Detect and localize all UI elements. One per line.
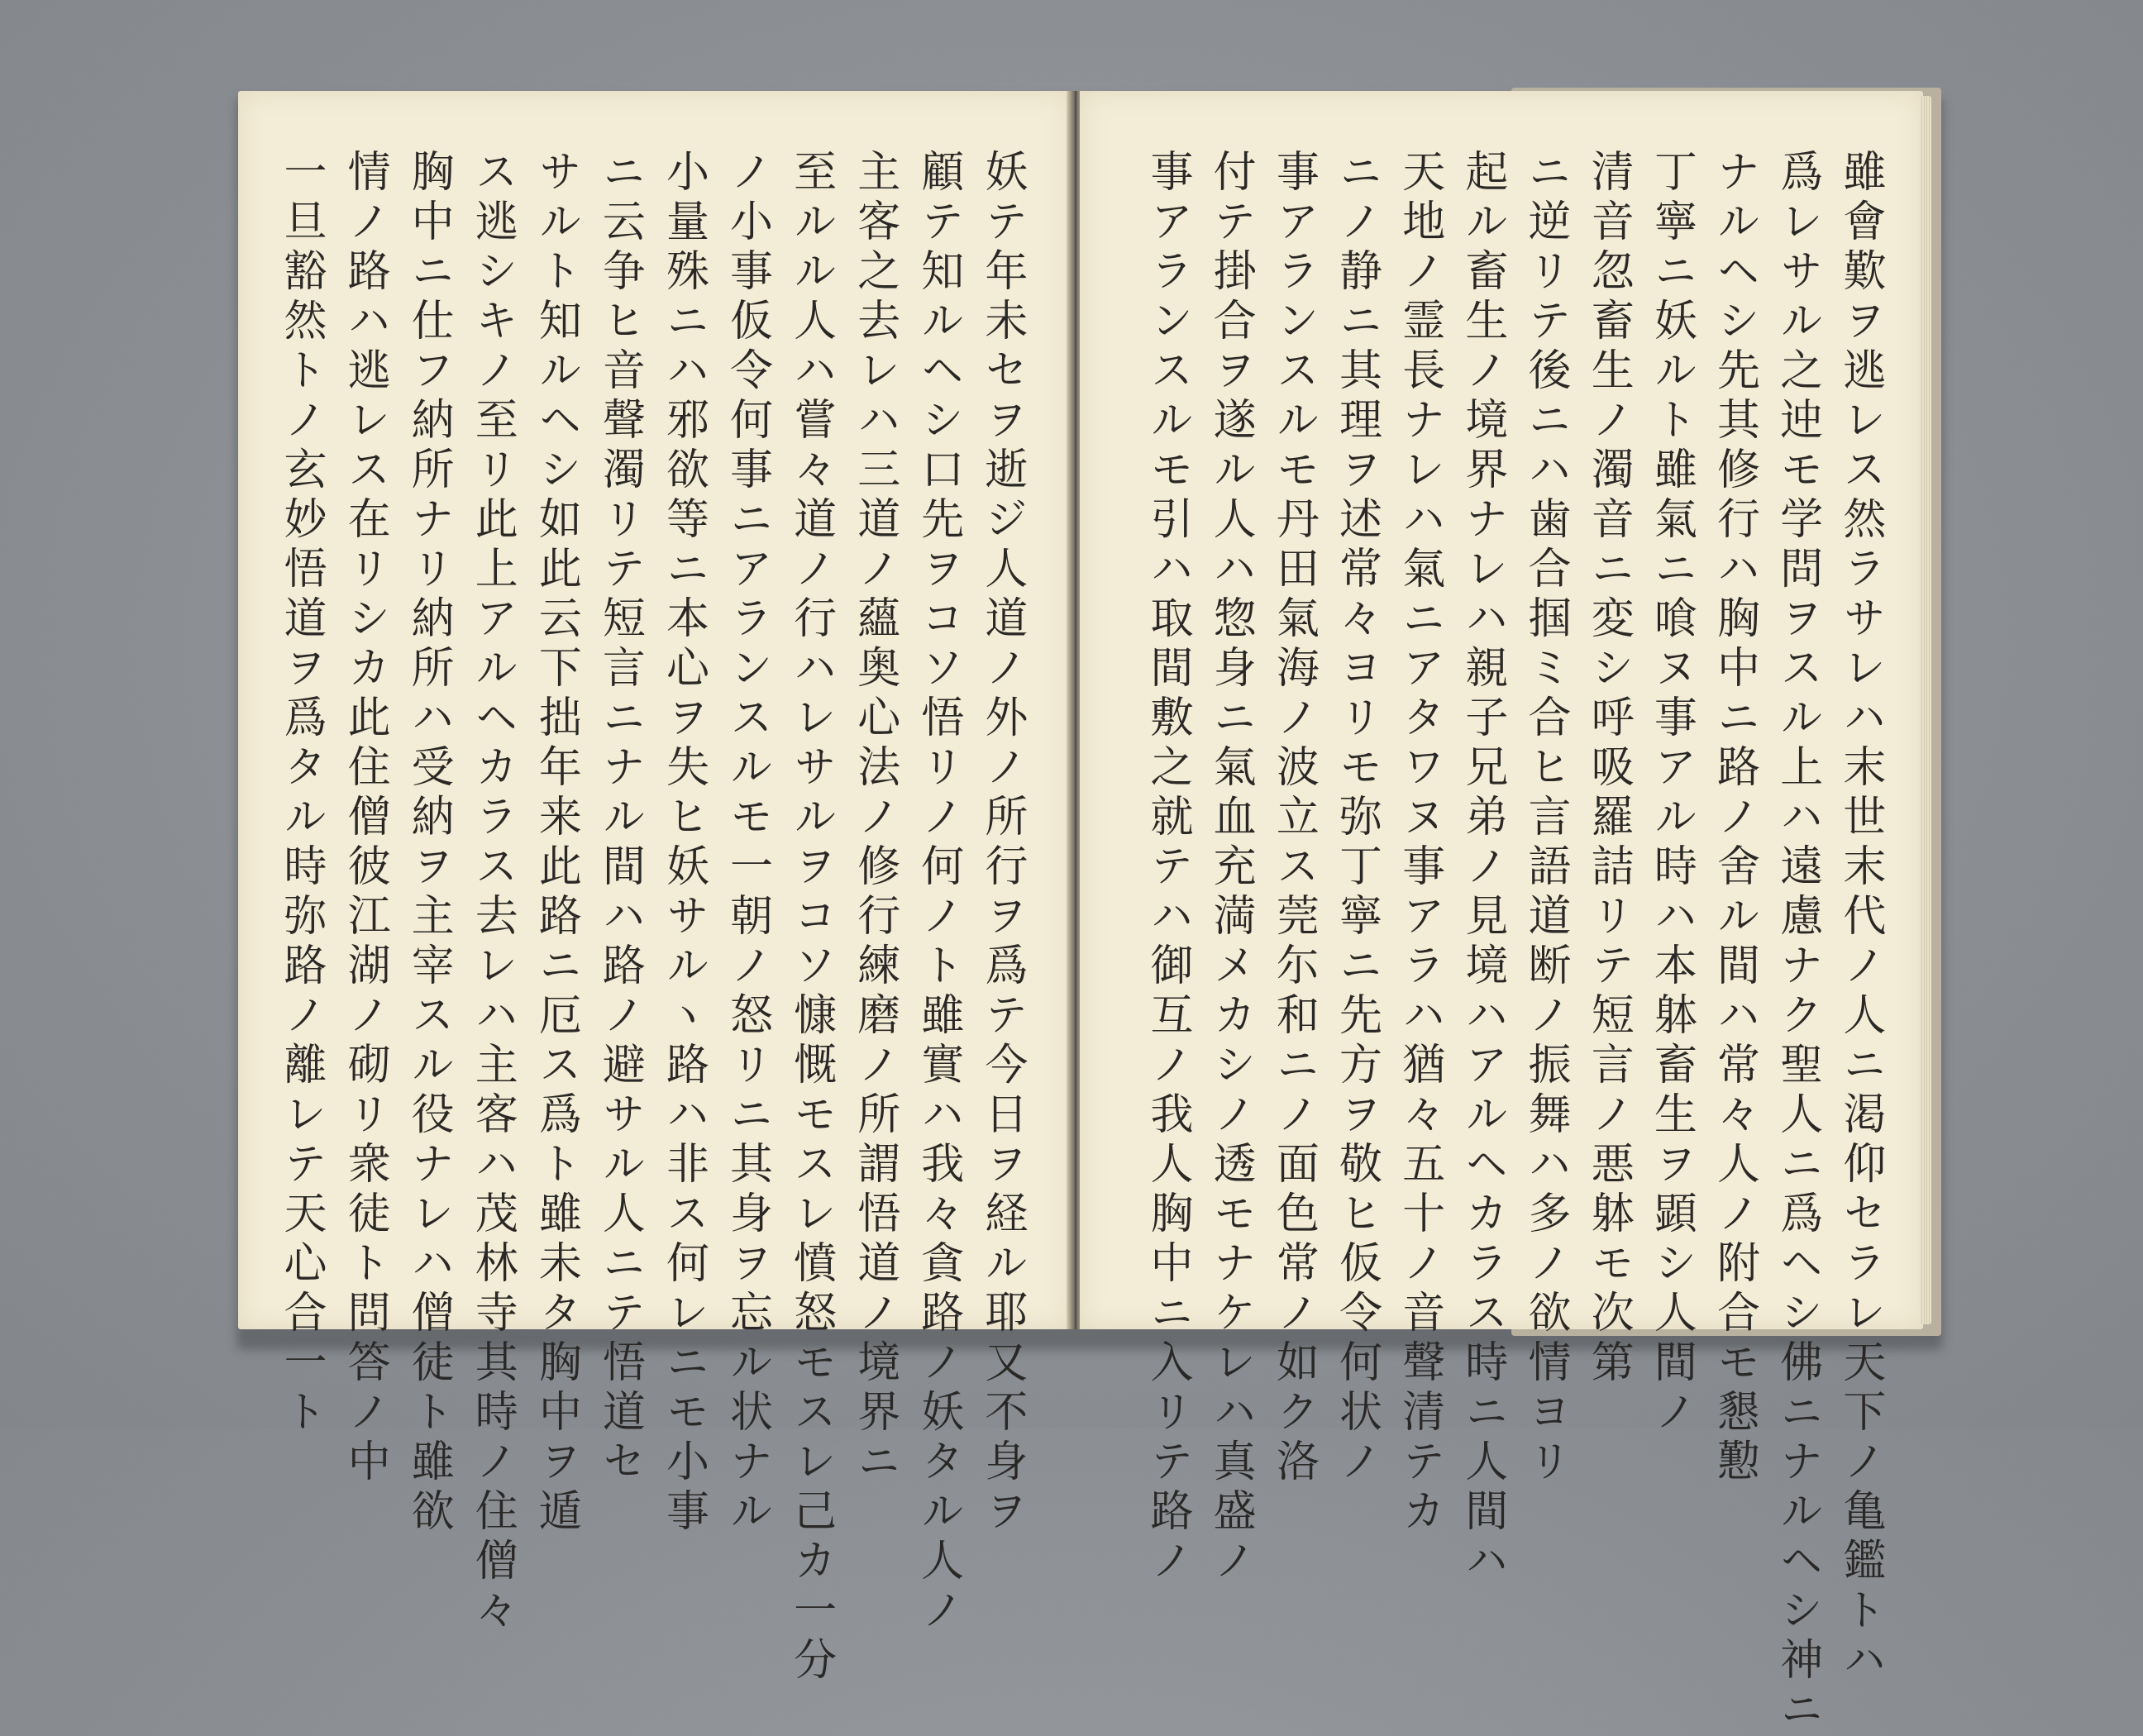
text-column: ニノ静ニ其理ヲ述常々ヨリモ弥丁寧ニ先方ヲ敬ヒ仮令何状ノ [1331, 149, 1382, 1488]
text-column: 胸中ニ仕フ納所ナリ納所ハ受納ヲ主宰スル役ナレハ僧徒ト雖欲 [403, 149, 454, 1538]
text-column: 顧テ知ルヘシ口先ヲコソ悟リノ何ノト雖實ハ我々貪路ノ妖タル人ノ [913, 149, 963, 1637]
text-column: ナルヘシ先其修行ハ胸中ニ路ノ舍ル間ハ常々人ノ附合モ懇懃 [1709, 149, 1759, 1488]
text-column: 事アランスルモ引ハ取間敷之就テハ御互ノ我人胸中ニ入リテ路ノ [1143, 149, 1192, 1587]
text-column: 事アランスルモ丹田氣海ノ波立ス莞尓和ニノ面色常ノ如ク洛 [1268, 149, 1319, 1488]
text-column: 爲レサル之迚モ学問ヲスル上ハ遠慮ナク聖人ニ爲ヘシ佛ニナルヘシ神ニ [1772, 149, 1822, 1736]
open-book [222, 79, 1943, 1736]
text-column: 丁寧ニ妖ルト雖氣ニ喰ヌ事アル時ハ本躰畜生ヲ顕シ人間ノ [1646, 149, 1697, 1438]
text-column: 至ルル人ハ嘗々道ノ行ハレサルヲコソ慷慨モスレ憤怒モスレ己カ一分 [785, 149, 836, 1686]
text-column: 小量殊ニハ邪欲等ニ本心ヲ失ヒ妖サルヽ路ハ非ス何レニモ小事 [658, 149, 709, 1538]
text-column: ノ小事仮令何事ニアランスルモ一朝ノ怒リニ其身ヲ忘ル状ナル [722, 149, 772, 1538]
text-column: ス逃シキノ至リ此上アルヘカラス去レハ主客ハ茂林寺其時ノ住僧々 [467, 149, 518, 1637]
text-column: 付テ掛合ヲ遂ル人ハ惣身ニ氣血充満メカシノ透モナケレハ真盛ノ [1205, 149, 1256, 1587]
text-column: 天地ノ霊長ナレハ氣ニアタワヌ事アラハ猶々五十ノ音聲清テカ [1394, 149, 1444, 1538]
text-column: 清音忽畜生ノ濁音ニ変シ呼吸羅詰リテ短言ノ悪躰モ次第 [1583, 149, 1634, 1389]
right-page [1080, 91, 1923, 1736]
text-column: ニ云争ヒ音聲濁リテ短言ニナル間ハ路ノ避サル人ニテ悟道セ [594, 149, 645, 1488]
left-page [238, 91, 1072, 1686]
right-page-text [1143, 149, 1885, 1736]
text-column: 妖テ年未セヲ逝ジ人道ノ外ノ所行ヲ爲テ今日ヲ経ル耶又不身ヲ [976, 149, 1027, 1538]
page-edges [1920, 96, 1931, 1324]
text-column: ニ逆リテ後ニハ歯合掴ミ合ヒ言語道断ノ振舞ハ多ノ欲情ヨリ [1520, 149, 1571, 1488]
text-column: サルト知ルヘシ如此云下拙年来此路ニ厄ス爲ト雖未タ胸中ヲ遁 [531, 149, 581, 1538]
left-page-text [276, 149, 1027, 1686]
text-column: 主客之去レハ三道ノ蘊奥心法ノ修行練磨ノ所謂悟道ノ境界ニ [849, 149, 900, 1488]
text-column: 起ル畜生ノ境界ナレハ親子兄弟ノ見境ハアルヘカラス時ニ人間ハ [1457, 149, 1507, 1587]
text-column: 情ノ路ハ逃レス在リシカ此住僧彼江湖ノ砌リ衆徒ト問答ノ中 [340, 149, 390, 1488]
text-column: 雖會歎ヲ逃レス然ラサレハ末世末代ノ人ニ渇仰セラレ天下ノ亀鑑トハ [1835, 149, 1885, 1686]
text-column: 一旦豁然トノ玄妙悟道ヲ爲タル時弥路ノ離レテ天心合一ト [276, 149, 326, 1438]
